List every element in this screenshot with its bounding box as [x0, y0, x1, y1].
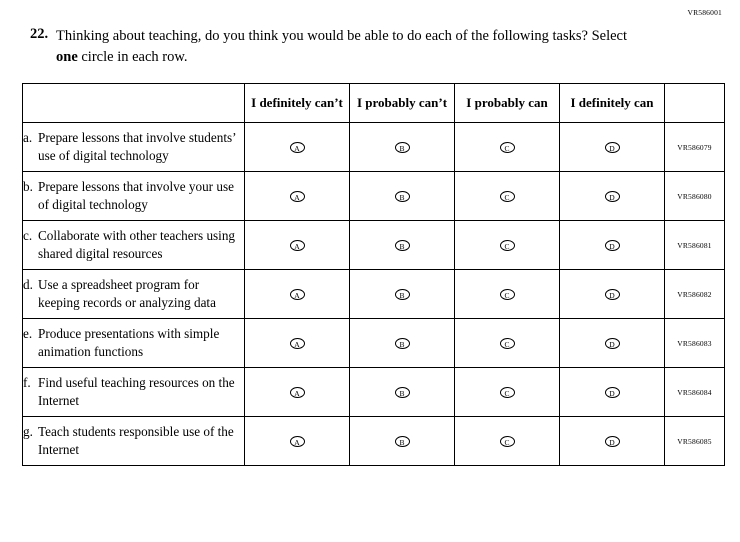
row-item — [23, 221, 245, 270]
option-cell-3[interactable] — [455, 319, 560, 368]
option-cell-2[interactable] — [350, 172, 455, 221]
option-cell-4[interactable] — [560, 123, 665, 172]
radio-bubble-b-icon[interactable]: B — [395, 191, 410, 202]
question-text-part2: circle in each row. — [77, 48, 188, 65]
radio-bubble-c-icon[interactable]: C — [500, 338, 515, 349]
radio-bubble-b-icon[interactable]: B — [395, 289, 410, 300]
radio-bubble-d-icon[interactable]: D — [605, 338, 620, 349]
header-blank-left — [23, 84, 245, 123]
row-code: VR586083 — [665, 319, 725, 368]
header-option-1: I definitely can’t — [245, 84, 350, 123]
radio-bubble-c-icon[interactable]: C — [500, 387, 515, 398]
question-number: 22. — [30, 26, 49, 42]
radio-bubble-d-icon[interactable]: D — [605, 240, 620, 251]
table-row — [23, 368, 725, 417]
row-letter: d. — [23, 277, 33, 293]
table-row — [23, 319, 725, 368]
header-option-3: I probably can — [455, 84, 560, 123]
row-item — [23, 368, 245, 417]
header-row — [23, 84, 725, 123]
option-cell-2[interactable] — [350, 270, 455, 319]
radio-bubble-a-icon[interactable]: A — [290, 191, 305, 202]
option-cell-4[interactable] — [560, 221, 665, 270]
question-text-emphasis: one — [56, 48, 78, 65]
option-cell-1[interactable] — [245, 270, 350, 319]
radio-bubble-b-icon[interactable]: B — [395, 240, 410, 251]
row-label: Use a spreadsheet program for keeping records or analyzing data — [38, 277, 216, 310]
table-row — [23, 172, 725, 221]
row-code: VR586079 — [665, 123, 725, 172]
header-option-2: I probably can’t — [350, 84, 455, 123]
row-letter: b. — [23, 179, 33, 195]
radio-bubble-a-icon[interactable]: A — [290, 387, 305, 398]
table-row — [23, 417, 725, 466]
row-code: VR586080 — [665, 172, 725, 221]
radio-bubble-d-icon[interactable]: D — [605, 436, 620, 447]
row-letter: c. — [23, 228, 33, 244]
radio-bubble-a-icon[interactable]: A — [290, 240, 305, 251]
row-label: Teach students responsible use of the Internet — [38, 424, 234, 457]
table-row — [23, 221, 725, 270]
option-cell-2[interactable] — [350, 221, 455, 270]
row-item — [23, 319, 245, 368]
option-cell-2[interactable] — [350, 368, 455, 417]
option-cell-3[interactable] — [455, 172, 560, 221]
row-item — [23, 417, 245, 466]
radio-bubble-d-icon[interactable]: D — [605, 289, 620, 300]
table-row — [23, 270, 725, 319]
row-letter: f. — [23, 375, 31, 391]
question-text — [56, 26, 650, 67]
radio-bubble-c-icon[interactable]: C — [500, 240, 515, 251]
radio-bubble-a-icon[interactable]: A — [290, 142, 305, 153]
radio-bubble-d-icon[interactable]: D — [605, 142, 620, 153]
radio-bubble-b-icon[interactable]: B — [395, 142, 410, 153]
option-cell-2[interactable] — [350, 417, 455, 466]
option-cell-4[interactable] — [560, 172, 665, 221]
grid-body — [23, 123, 725, 466]
row-item — [23, 123, 245, 172]
row-letter: e. — [23, 326, 33, 342]
option-cell-1[interactable] — [245, 417, 350, 466]
option-cell-3[interactable] — [455, 123, 560, 172]
radio-bubble-c-icon[interactable]: C — [500, 289, 515, 300]
radio-bubble-a-icon[interactable]: A — [290, 436, 305, 447]
row-label: Prepare lessons that involve your use of digital technology — [38, 179, 234, 212]
row-code: VR586085 — [665, 417, 725, 466]
row-label: Produce presentations with simple animation functions — [38, 326, 220, 359]
radio-bubble-b-icon[interactable]: B — [395, 338, 410, 349]
option-cell-3[interactable] — [455, 417, 560, 466]
option-cell-4[interactable] — [560, 319, 665, 368]
option-cell-4[interactable] — [560, 270, 665, 319]
row-label: Collaborate with other teachers using shared digital resources — [38, 228, 236, 261]
radio-bubble-b-icon[interactable]: B — [395, 436, 410, 447]
row-code: VR586084 — [665, 368, 725, 417]
question-block — [30, 26, 650, 67]
radio-bubble-d-icon[interactable]: D — [605, 191, 620, 202]
option-cell-1[interactable] — [245, 319, 350, 368]
option-cell-1[interactable] — [245, 172, 350, 221]
option-cell-1[interactable] — [245, 221, 350, 270]
radio-bubble-d-icon[interactable]: D — [605, 387, 620, 398]
option-cell-3[interactable] — [455, 221, 560, 270]
option-cell-3[interactable] — [455, 368, 560, 417]
option-cell-2[interactable] — [350, 123, 455, 172]
row-label: Find useful teaching resources on the Internet — [38, 375, 235, 408]
option-cell-2[interactable] — [350, 319, 455, 368]
response-grid — [22, 83, 725, 466]
radio-bubble-a-icon[interactable]: A — [290, 338, 305, 349]
radio-bubble-b-icon[interactable]: B — [395, 387, 410, 398]
row-letter: g. — [23, 424, 33, 440]
row-code: VR586082 — [665, 270, 725, 319]
option-cell-3[interactable] — [455, 270, 560, 319]
grid-header — [23, 84, 725, 123]
table-row — [23, 123, 725, 172]
row-code: VR586081 — [665, 221, 725, 270]
header-blank-right — [665, 84, 725, 123]
option-cell-4[interactable] — [560, 417, 665, 466]
radio-bubble-c-icon[interactable]: C — [500, 142, 515, 153]
row-item — [23, 172, 245, 221]
option-cell-4[interactable] — [560, 368, 665, 417]
row-letter: a. — [23, 130, 33, 146]
row-item — [23, 270, 245, 319]
option-cell-1[interactable] — [245, 123, 350, 172]
radio-bubble-c-icon[interactable]: C — [500, 436, 515, 447]
radio-bubble-a-icon[interactable]: A — [290, 289, 305, 300]
question-text-part1: Thinking about teaching, do you think you would be able to do each of the following tasks? Select — [56, 28, 628, 44]
header-option-4: I definitely can — [560, 84, 665, 123]
option-cell-1[interactable] — [245, 368, 350, 417]
row-label: Prepare lessons that involve students’ use of digital technology — [38, 130, 236, 163]
page-code: VR586001 — [687, 8, 722, 17]
radio-bubble-c-icon[interactable]: C — [500, 191, 515, 202]
